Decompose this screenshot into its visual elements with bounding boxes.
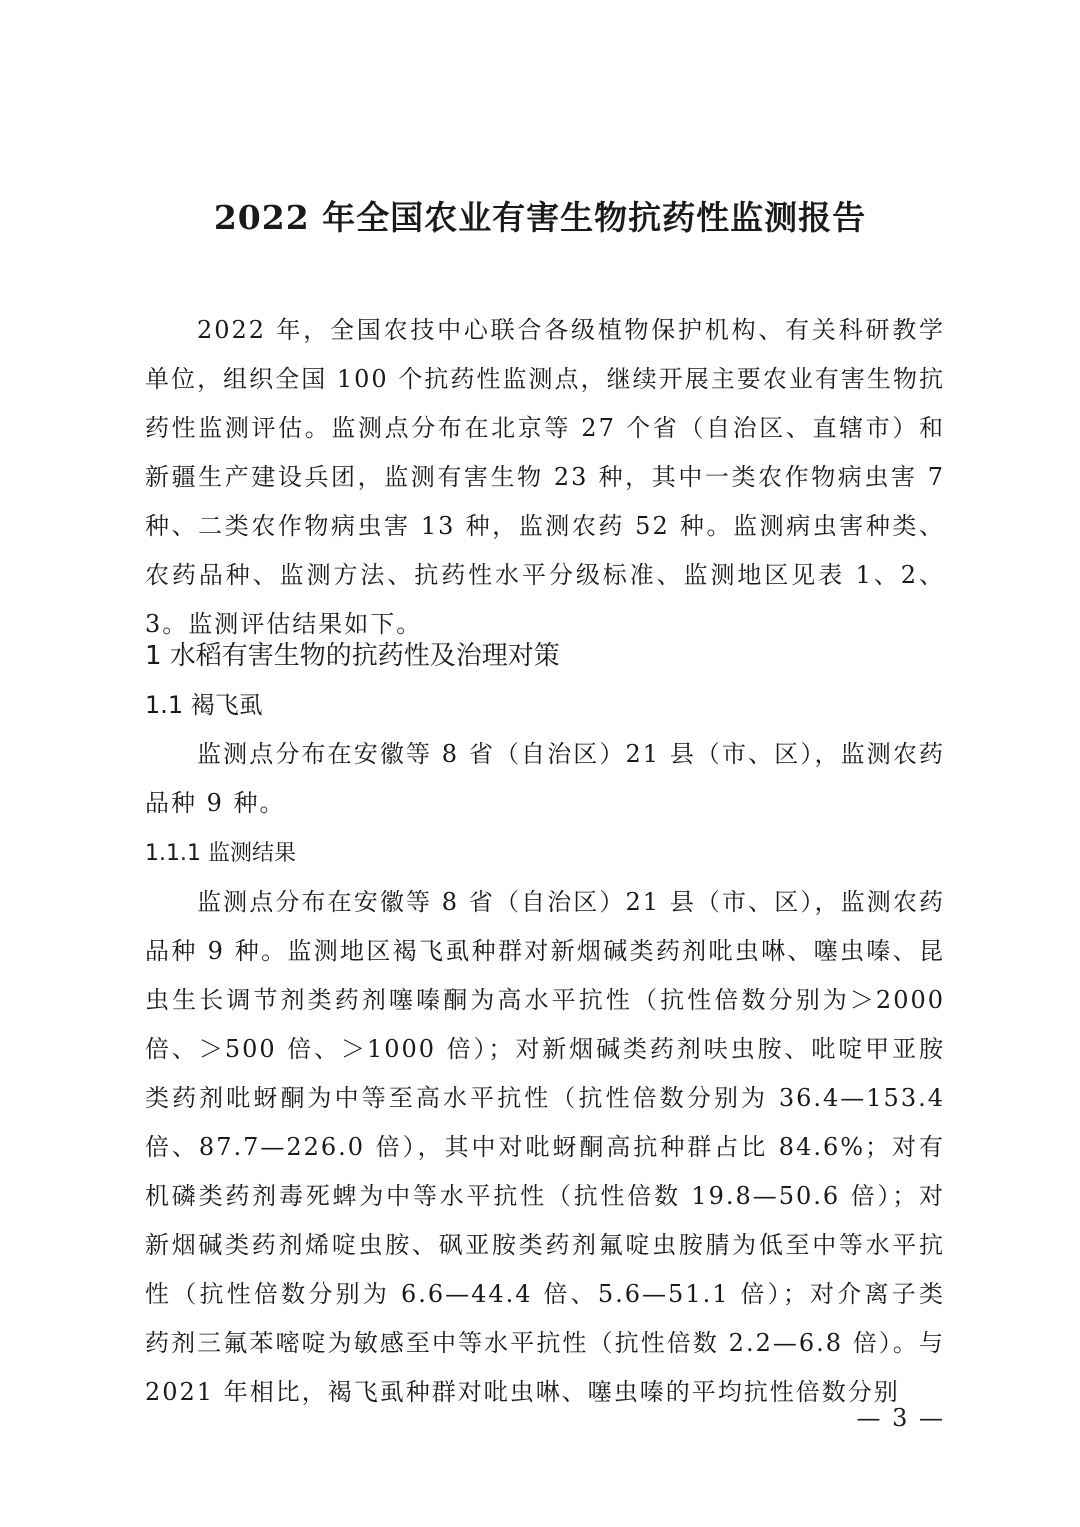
section-heading-1-1: 1.1 褐飞虱 [145,691,263,719]
section-heading-1: 1 水稻有害生物的抗药性及治理对策 [145,641,560,671]
page-title: 2022 年全国农业有害生物抗药性监测报告 [213,198,867,237]
page-number: — 3 — [856,1404,945,1432]
section-1-1-1-paragraph: 监测点分布在安徽等 8 省（自治区）21 县（市、区），监测农药品种 9 种。监测地区褐飞虱种群对新烟碱类药剂吡虫啉、噻虫嗪、昆虫生长调节剂类药剂噻嗪酮为高水平抗性（抗性倍数分别为＞2000 倍、＞500 倍、＞1000 倍）；对新烟碱类药剂呋虫胺、吡啶甲亚胺类药剂吡蚜酮为中等至高水平抗性（抗性倍数分别为 36.4—153.4 倍、87.7—226.0 倍），其中对吡蚜酮高抗种群占比 84.6%；对有机磷类药剂毒死蜱为中等水平抗性（抗性倍数 19.8—50.6 倍）；对新烟碱类药剂烯啶虫胺、砜亚胺类药剂氟啶虫胺腈为低至中等水平抗性（抗性倍数分别为 6.6—44.4 倍、5.6—51.1 倍）；对介离子类药剂三氟苯嘧啶为敏感至中等水平抗性（抗性倍数 2.2—6.8 倍）。与 2021 年相比，褐飞虱种群对吡虫啉、噻虫嗪的平均抗性倍数分别 [145,888,945,1406]
intro-paragraph: 2022 年，全国农技中心联合各级植物保护机构、有关科研教学单位，组织全国 100 个抗药性监测点，继续开展主要农业有害生物抗药性监测评估。监测点分布在北京等 27 个省（自治区、直辖市）和新疆生产建设兵团，监测有害生物 23 种，其中一类农作物病虫害 7 种、二类农作物病虫害 13 种，监测农药 52 种。监测病虫害种类、农药品种、监测方法、抗药性水平分级标准、监测地区见表 1、2、3。监测评估结果如下。 [145,316,945,638]
section-heading-1-1-1: 1.1.1 监测结果 [145,841,296,866]
section-1-1-paragraph: 监测点分布在安徽等 8 省（自治区）21 县（市、区），监测农药品种 9 种。 [145,740,945,817]
